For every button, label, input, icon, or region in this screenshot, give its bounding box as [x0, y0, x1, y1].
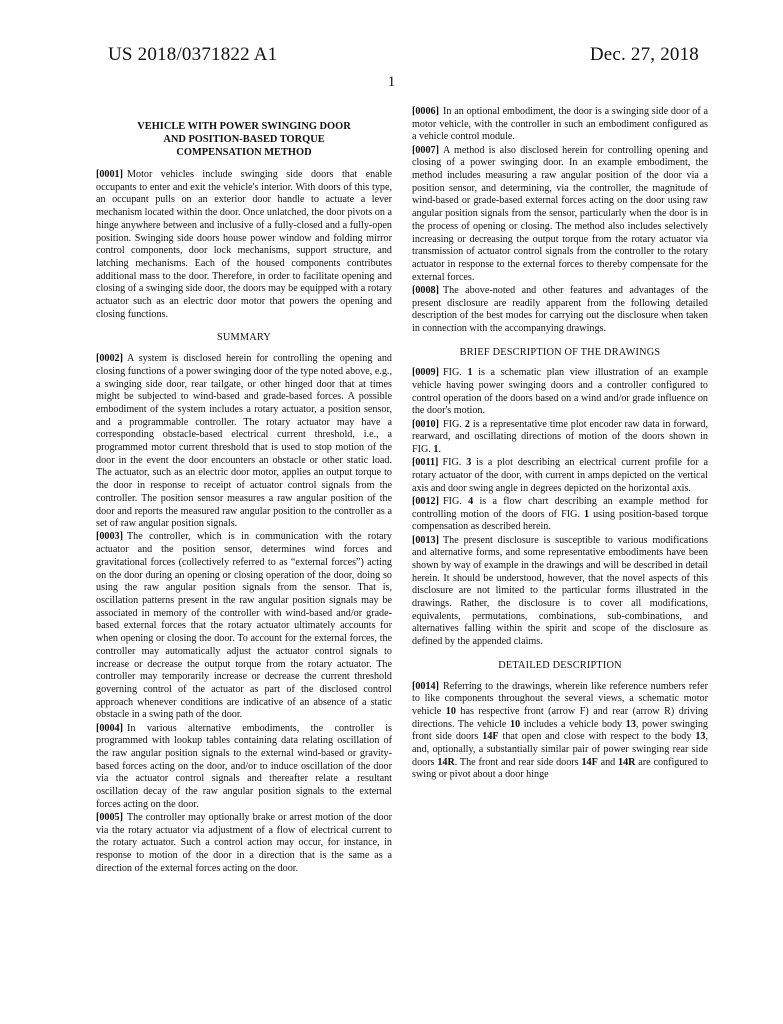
- paragraph-number: [0005]: [96, 811, 123, 823]
- paragraph-number: [0003]: [96, 531, 123, 543]
- paragraph-0010: [412, 419, 708, 457]
- figure-ref: 2: [464, 418, 470, 430]
- paragraph-0011: [412, 457, 708, 495]
- paragraph-number: [0002]: [96, 353, 123, 365]
- paragraph-0006: [412, 106, 708, 144]
- paragraph-0002: [96, 353, 392, 531]
- title-line: VEHICLE WITH POWER SWINGING DOOR: [137, 121, 351, 132]
- right-column: [412, 106, 708, 782]
- paragraph-text: A method is also disclosed herein for controlling opening and closing of a power swinging door. In an example embodiment, the method includes measuring a raw angular position of the door via a position sensor, and determining, via the controller, the magnitude of wind-based or grade-based external forces acting on the door using raw angular position signals from the sensor, particularly when the door is in the process of opening or closing. The method also includes selectively increasing or decreasing the output torque from the rotary actuator via transmission of actuator control signals from the controller to the rotary actuator in response to the external forces to thereby compensate for the external forces.: [412, 144, 708, 283]
- paragraph-text: are configured to swing or pivot about a door hinge: [412, 756, 709, 781]
- paragraph-text: that open and close with respect to the body: [498, 731, 696, 743]
- reference-numeral: 10: [510, 718, 521, 730]
- paragraph-text: In an optional embodiment, the door is a swinging side door of a motor vehicle, with the controller in such an embodiment configured as a vehicle control module.: [412, 106, 708, 143]
- paragraph-text: Motor vehicles include swinging side doors that enable occupants to enter and exit the vehicle's interior. With doors of this type, an occupant pulls on an exterior door handle to actuate a lever mechanism located within the door. Once unlatched, the door pivots on a hinge anywhere between and inclusive of a fully-closed and a fully-open position. Swinging side doors house power window and folding mirror control components, door lock mechanisms, support structure, and latching mechanisms. Each of the housed components contributes additional mass to the door. Therefore, in order to facilitate opening and closing of a swinging side door, the doors may be equipped with a rotary actuator such as an electric door motor that powers the opening and closing functions.: [96, 169, 392, 320]
- reference-numeral: 10: [445, 705, 456, 717]
- paragraph-number: [0014]: [412, 680, 439, 692]
- paragraph-text: has respective front (arrow F) and rear (arrow R) driving directions. The vehicle: [412, 705, 708, 730]
- reference-numeral: 14R: [618, 756, 636, 768]
- paragraph-text: , power swinging front side doors: [412, 718, 708, 743]
- paragraph-text: FIG.: [443, 495, 469, 507]
- reference-numeral: 14F: [482, 731, 499, 743]
- paragraph-0008: [412, 285, 708, 336]
- paragraph-text: is a schematic plan view illustration of an example vehicle having power swinging doors and a controller configured to control operation of the doors based on a wind and/or grade influence on the door's motion.: [412, 367, 709, 417]
- paragraph-text: is a representative time plot encoder raw data in forward, rearward, and oscillating directions of motion of the doors shown in FIG.: [412, 418, 708, 456]
- paragraph-0005: [96, 812, 392, 876]
- paragraph-number: [0004]: [96, 722, 123, 734]
- paragraph-text: FIG.: [443, 367, 468, 379]
- paragraph-number: [0010]: [412, 418, 439, 430]
- figure-ref: 1: [467, 367, 473, 379]
- figure-ref: 1: [583, 508, 590, 520]
- reference-numeral: 13: [625, 718, 636, 730]
- paragraph-number: [0013]: [412, 534, 439, 546]
- paragraph-text: The controller may optionally brake or arrest motion of the door via the rotary actuator via adjustment of a flow of electrical current to the rotary actuator. Such a control action may occur, for instance, in response to motion of the door in a direction that is the same as a direction of the external forces acting on the door.: [96, 811, 392, 874]
- paragraph-text: includes a vehicle body: [520, 718, 626, 730]
- paragraph-0003: [96, 531, 392, 722]
- figure-ref: 3: [466, 457, 472, 469]
- publication-number: US 2018/0371822 A1: [108, 44, 278, 65]
- section-heading-drawings: BRIEF DESCRIPTION OF THE DRAWINGS: [459, 346, 661, 358]
- paragraph-text: and: [597, 756, 619, 768]
- paragraph-0012: [412, 496, 708, 534]
- document-title: [96, 120, 392, 159]
- figure-ref: 1: [433, 444, 439, 456]
- paragraph-text: The controller, which is in communication with the rotary actuator and the position sensor, determines wind forces and gravitational forces (collectively referred to as “external forces”) acting on the door during an opening or closing operation of the door, doing so using the raw angular position signals from the sensor. That is, oscillation patterns present in the raw angular position signals may be associated in memory of the controller with wind-based and/or grade-based external forces that the rotary actuator ultimately accounts for when opening or closing the door. To account for the external forces, the controller may automatically adjust the actuator control signals to increase or decrease the output torque from the rotary actuator. The controller may temporarily increase or decrease the current threshold governing control of the actuator as part of the disclosed control approach whenever conditions are indicative of an absence of a static obstacle in a swing path of the door.: [96, 531, 392, 721]
- page-number: 1: [387, 74, 396, 90]
- paragraph-number: [0001]: [96, 169, 123, 180]
- paragraph-text: In various alternative embodiments, the controller is programmed with lookup tables containing data relating oscillation of the raw angular position signals to the external wind-based or gravity-based forces acting on the door, and/or to induce oscillation of the door via the actuator control signals and thereafter relate a resultant oscillation decay of the raw angular position signals to the external forces acting on the door.: [96, 722, 392, 810]
- paragraph-text: , and, optionally, a substantially similar pair of power swinging rear side doors: [412, 731, 708, 768]
- paragraph-text: A system is disclosed herein for controlling the opening and closing functions of a power swinging door of the type noted above, e.g., a swinging side door, rear tailgate, or other hinged door that at times might be subjected to wind-based and grade-based forces. A possible embodiment of the system includes a rotary actuator, a position sensor, and a programmable controller. The rotary actuator may have a corresponding obstacle-based electrical current threshold, i.e., a programmed motor current threshold that is used to stop motion of the door in the event the door encounters an obstacle or other static load. The actuator, such as an electric door motor, applies an output torque to the door in response to receipt of actuator control signals from the controller. The position sensor measures a raw angular position of the door and reports the measured raw angular position to the controller as a set of raw angular position signals.: [96, 353, 392, 530]
- title-line: COMPENSATION METHOD: [176, 147, 312, 158]
- title-line: AND POSITION-BASED TORQUE: [163, 134, 325, 145]
- paragraph-text: .: [438, 444, 441, 456]
- paragraph-0014: [412, 681, 708, 783]
- section-heading-detailed: DETAILED DESCRIPTION: [498, 659, 622, 671]
- publication-date: Dec. 27, 2018: [589, 44, 699, 65]
- paragraph-0013: [412, 535, 708, 649]
- paragraph-number: [0011]: [412, 457, 439, 469]
- paragraph-text: FIG.: [442, 457, 467, 469]
- figure-ref: 4: [468, 495, 474, 507]
- paragraph-text: The above-noted and other features and advantages of the present disclosure are readily apparent from the following detailed description of the best modes for carrying out the disclosure when taken in connection with the accompanying drawings.: [412, 284, 708, 334]
- paragraph-text: FIG.: [443, 418, 465, 430]
- paragraph-number: [0009]: [412, 367, 439, 379]
- reference-numeral: 14F: [581, 756, 598, 768]
- paragraph-text: . The front and rear side doors: [454, 756, 582, 768]
- paragraph-0001: [96, 169, 392, 321]
- paragraph-text: is a plot describing an electrical current profile for a rotary actuator of the door, with current in amps depicted on the vertical axis and door swing angle in degrees depicted on the horizontal axis.: [412, 457, 708, 494]
- paragraph-0004: [96, 723, 392, 812]
- paragraph-number: [0007]: [412, 144, 439, 156]
- paragraph-text: using position-based torque compensation as described herein.: [412, 508, 709, 533]
- paragraph-text: Referring to the drawings, wherein like reference numbers refer to like components throughout the several views, a schematic motor vehicle: [412, 680, 708, 717]
- paragraph-text: The present disclosure is susceptible to various modifications and alternative forms, and some representative embodiments have been shown by way of example in the drawings and will be described in detail herein. It should be understood, however, that the novel aspects of this disclosure are not limited to the particular forms illustrated in the drawings. Rather, the disclosure is to cover all modifications, equivalents, permutations, combinations, sub-combinations, and alternatives falling within the spirit and scope of the disclosure as defined by the appended claims.: [412, 534, 708, 648]
- paragraph-0007: [412, 145, 708, 285]
- paragraph-0009: [412, 367, 708, 418]
- paragraph-number: [0012]: [412, 495, 439, 507]
- reference-numeral: 14R: [437, 756, 455, 768]
- section-heading-summary: SUMMARY: [216, 332, 272, 344]
- left-column: [96, 106, 392, 875]
- paragraph-number: [0008]: [412, 284, 439, 296]
- reference-numeral: 13: [695, 731, 706, 743]
- paragraph-number: [0006]: [412, 106, 439, 117]
- paragraph-text: is a flow chart describing an example method for controlling motion of the doors of FIG.: [412, 495, 708, 520]
